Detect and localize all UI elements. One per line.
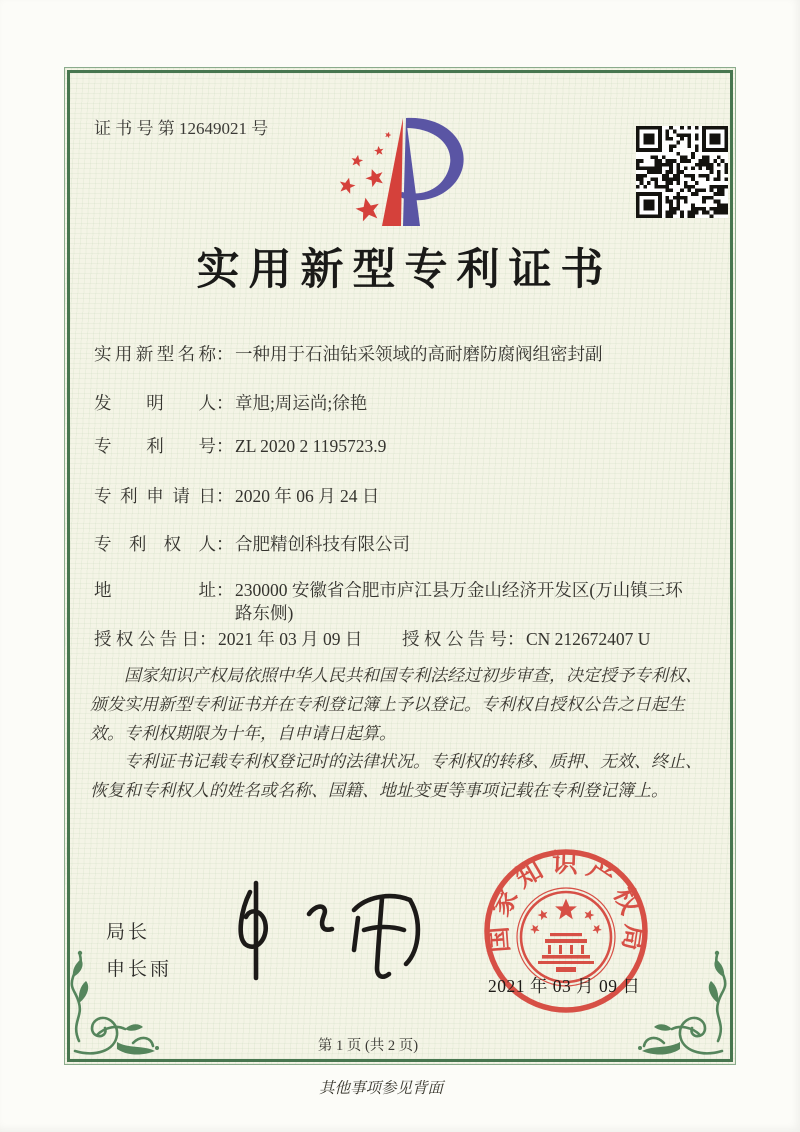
field-label: 专利申请日 [94,486,216,506]
cnipa-logo-icon [330,106,480,241]
page-number: 第 1 页 (共 2 页) [317,1038,419,1054]
qr-code-canvas [636,126,728,218]
field-label: 地址 [94,580,216,600]
field-row-filing-date [94,485,710,508]
field-label: 专利号 [94,436,216,456]
field-colon: ： [507,629,525,649]
signature-icon [212,878,444,988]
field-colon: ： [199,629,217,649]
field-value: 230000 安徽省合肥市庐江县万金山经济开发区(万山镇三环路东侧) [235,580,683,623]
field-label: 发明人 [94,393,216,413]
field-value: 2020 年 06 月 24 日 [235,486,380,506]
legal-body-text [90,662,714,806]
field-row-name [94,343,710,366]
grant-number-value: CN 212672407 U [526,629,651,649]
field-value: ZL 2020 2 1195723.9 [235,436,387,456]
grant-date-value: 2021 年 03 月 09 日 [218,629,363,649]
field-row-inventors [94,392,710,415]
field-colon: ： [216,436,234,456]
commissioner-name: 申长雨 [106,959,173,980]
grant-number-group [402,628,710,651]
seal-date: 2021 年 03 月 09 日 [488,976,641,996]
field-row-address [94,579,710,625]
seal-text: 国家知识产权局 [482,848,650,960]
commissioner-block [106,914,172,988]
grant-date-label: 授权公告日 [94,629,199,649]
grant-number-label: 授权公告号 [402,629,507,649]
field-colon: ： [216,580,234,600]
certificate-number: 证 书 号 第 12649021 号 [94,119,269,138]
field-value: 合肥精创科技有限公司 [235,534,410,554]
field-label: 专利权人 [94,534,216,554]
field-colon: ： [216,344,234,364]
field-colon: ： [216,534,234,554]
field-colon: ： [216,486,234,506]
field-label: 实用新型名称 [94,344,216,364]
body-paragraph: 国家知识产权局依照中华人民共和国专利法经过初步审查，决定授予专利权、颁发实用新型专利证书并在专利登记簿上予以登记。专利权自授权公告之日起生效。专利权期限为十年，自申请日起算。 [90,666,702,743]
field-row-grant [94,628,710,651]
grant-date-group [94,628,402,651]
field-value: 章旭;周运尚;徐艳 [235,393,368,413]
field-row-patent-number [94,435,710,458]
field-colon: ： [216,393,234,413]
qr-code [636,126,728,218]
commissioner-title: 局长 [106,922,151,943]
certificate-title: 实用新型专利证书 [196,247,613,294]
field-row-patentee [94,533,710,556]
body-paragraph: 专利证书记载专利权登记时的法律状况。专利权的转移、质押、无效、终止、恢复和专利权人的姓名或名称、国籍、地址变更等事项记载在专利登记簿上。 [90,752,702,801]
field-value: 一种用于石油钻采领域的高耐磨防腐阀组密封副 [235,344,603,364]
back-side-note: 其他事项参见背面 [318,1080,443,1097]
